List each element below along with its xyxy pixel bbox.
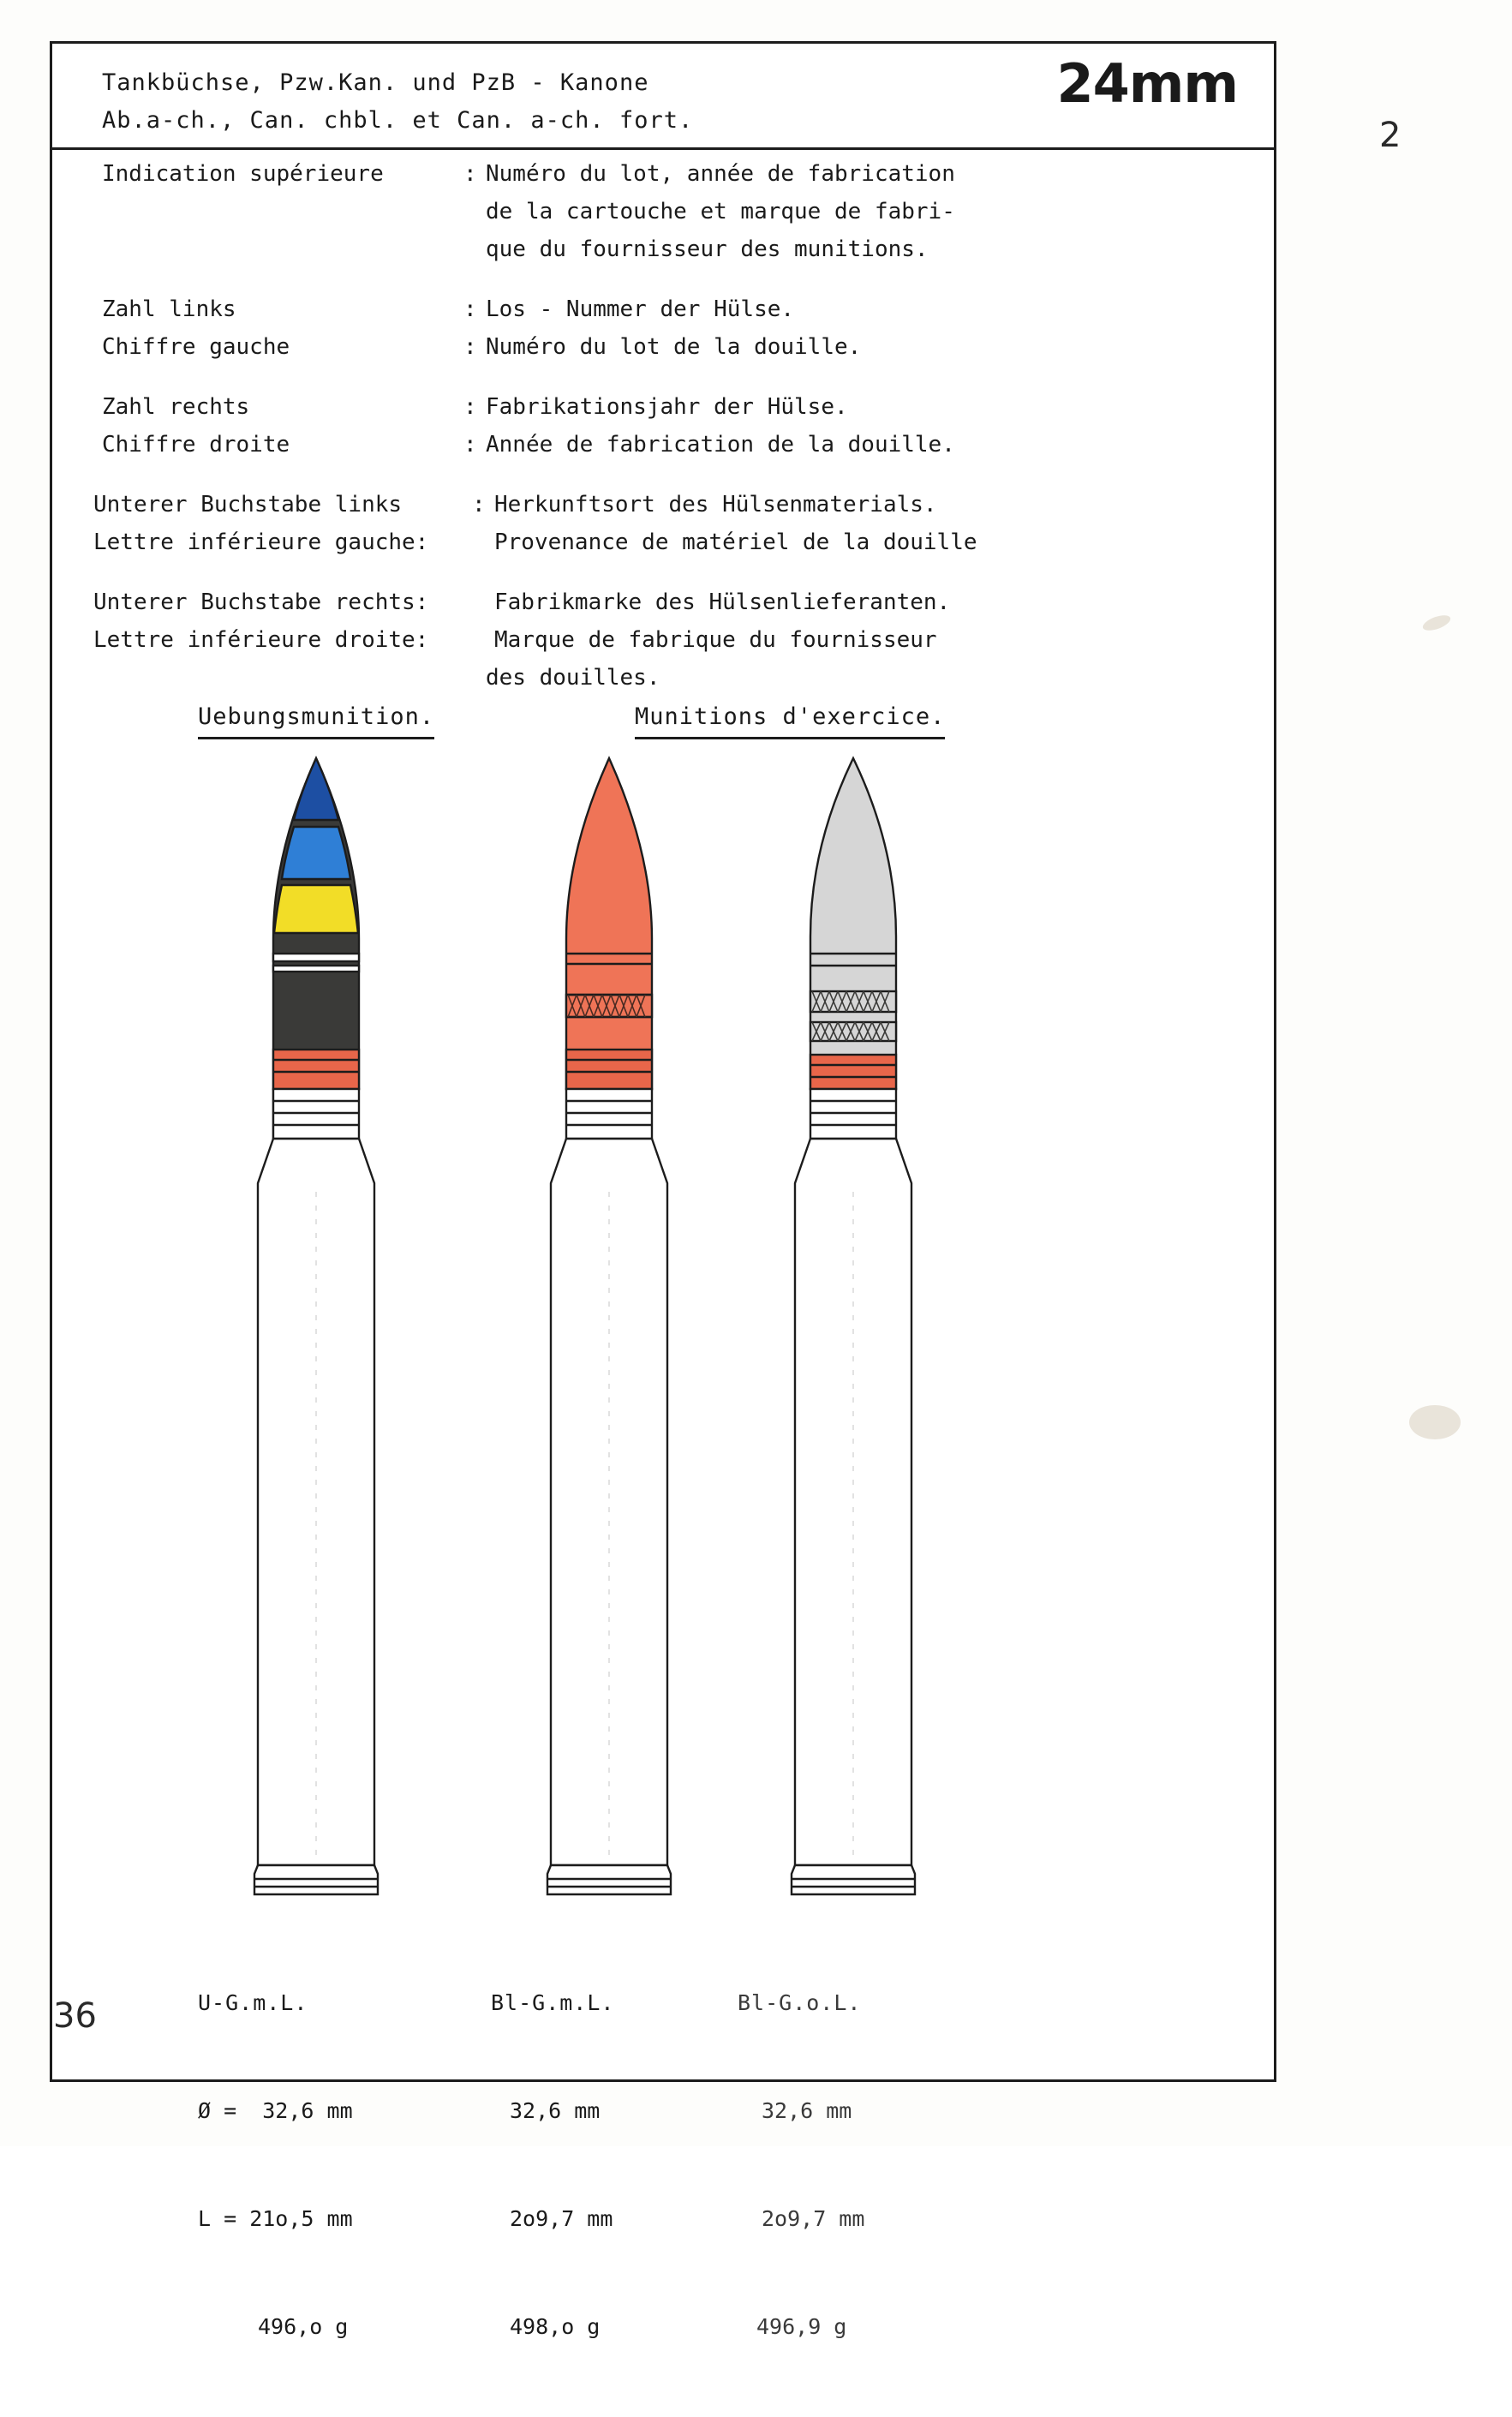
legend-group — [52, 155, 1274, 268]
legend-colon: : — [472, 492, 486, 518]
scan-artifact — [1421, 613, 1453, 634]
legend-value: Fabrikationsjahr der Hülse. — [486, 394, 848, 420]
header-titles — [102, 64, 693, 140]
header-line-french: Ab.a-ch., Can. chbl. et Can. a-ch. fort. — [102, 107, 694, 134]
legend-label: Zahl links — [102, 296, 236, 322]
cartridge-name: Bl-G.m.L. — [491, 1990, 615, 2015]
cartridge-caption-1 — [198, 1913, 353, 2417]
cartridge-length: L = 21o,5 mm — [198, 2206, 353, 2231]
folio-number: 36 — [53, 1996, 97, 2036]
legend-group — [52, 583, 1274, 697]
section-title-french: Munitions d'exercice. — [635, 703, 945, 739]
legend-value: Marque de fabrique du fournisseur — [494, 627, 937, 653]
caliber-label: 24mm — [1056, 52, 1238, 115]
legend-label: Indication supérieure — [102, 161, 384, 187]
legend-group — [52, 290, 1274, 366]
legend-value: Los - Nummer der Hülse. — [486, 296, 795, 322]
legend-colon: : — [463, 394, 477, 420]
scan-artifact — [1409, 1405, 1461, 1439]
legend-row — [52, 621, 1274, 659]
legend-row — [52, 290, 1274, 328]
legend-label: Chiffre gauche — [102, 334, 290, 360]
cartridge-diameter: 32,6 mm — [510, 2098, 601, 2123]
document-header — [52, 44, 1274, 150]
legend-label: Lettre inférieure gauche: — [93, 529, 429, 555]
legend-value: Année de fabrication de la douille. — [486, 432, 955, 458]
legend-row — [52, 486, 1274, 523]
header-line-german: Tankbüchse, Pzw.Kan. und PzB - Kanone — [102, 69, 649, 96]
cartridge-name: U-G.m.L. — [198, 1990, 308, 2015]
legend-value: Herkunftsort des Hülsenmaterials. — [494, 492, 937, 518]
legend-label: Unterer Buchstabe rechts: — [93, 589, 429, 615]
legend-colon: : — [463, 334, 477, 360]
cartridge-caption-3 — [738, 1913, 864, 2417]
section-title-german: Uebungsmunition. — [198, 703, 434, 739]
cartridge-weight: 496,o g — [258, 2314, 349, 2339]
page-number-right: 2 — [1379, 116, 1401, 155]
legend-continuation: des douilles. — [486, 665, 660, 691]
legend-label: Chiffre droite — [102, 432, 290, 458]
legend-row — [52, 523, 1274, 561]
legend-continuation: que du fournisseur des munitions. — [486, 236, 929, 262]
legend-table — [52, 155, 1274, 719]
legend-continuation: de la cartouche et marque de fabri- — [486, 199, 955, 224]
legend-row — [52, 426, 1274, 464]
legend-colon: : — [463, 296, 477, 322]
legend-row — [52, 388, 1274, 426]
cartridge-diagram-1 — [239, 755, 393, 1923]
legend-label: Unterer Buchstabe links — [93, 492, 403, 518]
cartridge-diagram-2 — [532, 755, 686, 1923]
content-frame — [50, 41, 1276, 2339]
cartridge-length: 2o9,7 mm — [762, 2206, 865, 2231]
cartridge-diameter: 32,6 mm — [762, 2098, 852, 2123]
legend-row — [52, 155, 1274, 193]
legend-value: Numéro du lot de la douille. — [486, 334, 862, 360]
cartridge-caption-2 — [491, 1913, 614, 2417]
legend-colon: : — [463, 161, 477, 187]
legend-value: Fabrikmarke des Hülsenlieferanten. — [494, 589, 951, 615]
cartridge-drawings — [52, 755, 1274, 1920]
legend-value: Numéro du lot, année de fabrication — [486, 161, 955, 187]
cartridge-captions — [52, 1913, 1274, 2339]
cartridge-weight: 498,o g — [510, 2314, 601, 2339]
legend-row — [52, 328, 1274, 366]
cartridge-diagram-3 — [776, 755, 930, 1923]
cartridge-weight: 496,9 g — [756, 2314, 847, 2339]
legend-colon: : — [463, 432, 477, 458]
legend-label: Zahl rechts — [102, 394, 250, 420]
cartridge-diameter: Ø = 32,6 mm — [198, 2098, 353, 2123]
cartridge-name: Bl-G.o.L. — [738, 1990, 862, 2015]
legend-group — [52, 486, 1274, 561]
cartridge-length: 2o9,7 mm — [510, 2206, 613, 2231]
legend-label: Lettre inférieure droite: — [93, 627, 429, 653]
legend-row — [52, 583, 1274, 621]
legend-value: Provenance de matériel de la douille — [494, 529, 977, 555]
legend-group — [52, 388, 1274, 464]
